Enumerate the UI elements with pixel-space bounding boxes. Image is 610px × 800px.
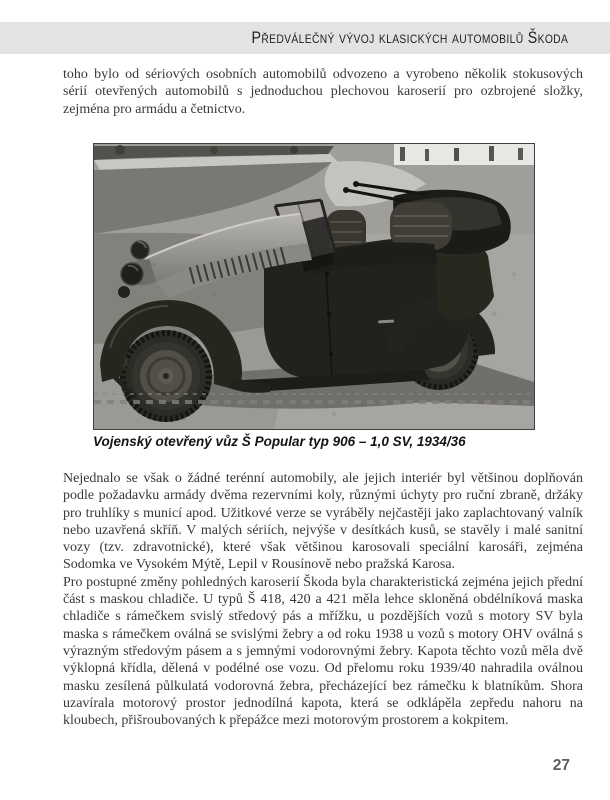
paragraph-intro bbox=[63, 66, 583, 118]
car-photo bbox=[93, 143, 535, 430]
car-photo-illustration bbox=[94, 144, 534, 429]
chapter-title: Předválečný vývoj klasických automobilů Škoda bbox=[251, 28, 568, 47]
chapter-header bbox=[0, 22, 610, 54]
paragraph-block bbox=[63, 470, 583, 729]
paragraph-grille-evolution: Pro postupné změny pohledných karoserií Škoda byla charakteristická zejména jejich přední část s maskou chladiče. U typů Š 418, 420 a 421 měla lehce skloněná obdélníková maska chladiče s rámečkem svislý středový pás a mřížku, u pozdějších vozů s motory SV byla maska s rámečkem oválná se svislými žebry a od roku 1938 u vozů s motory OHV oválná s výrazným středovým pásem a s jemnými vodorovnými žebry. Kapota těchto vozů měla dvě výklopná křídla, dělená v podélné ose vozu. Od přelomu roku 1939/40 nahradila oválnou masku zesílená půlkulatá vodorovná žebra, přecházející bez rámečku k blatníkům. Shora uzavírala motorový prostor jednodílná kapota, která se odklápěla zepředu nahoru na kloubech, přišroubovaných k přepážce mezi motorovým prostorem a kokpitem. bbox=[63, 574, 583, 729]
paragraph-military-interiors: Nejednalo se však o žádné terénní automobily, ale jejich interiér byl většinou doplňován podle požadavku armády dvěma rezervními koly, různými úchyty pro ruční zbraně, držáky pro truhlíky s municí apod. Užitkové verze se vyráběly nejčastěji jako zaplachtovaný valník nebo uzavřená skříň. V malých sériích, nejvýše v desítkách kusů, se stavěly i malé sanitní vozy (tzv. zdravotnické), které však většinou karosovali speciální karosáři, zejména Sodomka ve Vysokém Mýtě, Lepil v Rousínově nebo pražská Karosa. bbox=[63, 471, 583, 573]
front-wheel bbox=[120, 330, 212, 422]
photo-caption: Vojenský otevřený vůz Š Popular typ 906 – 1,0 SV, 1934/36 bbox=[93, 434, 466, 449]
page-number: 27 bbox=[552, 757, 570, 774]
paragraph-text: toho bylo od sériových osobních automobilů odvozeno a vyrobeno několik stokusových sérií otevřených automobilů s jednoduchou plechovou karoserií pro ozbrojené složky, zejména pro armádu a četnictvo. bbox=[63, 67, 583, 117]
